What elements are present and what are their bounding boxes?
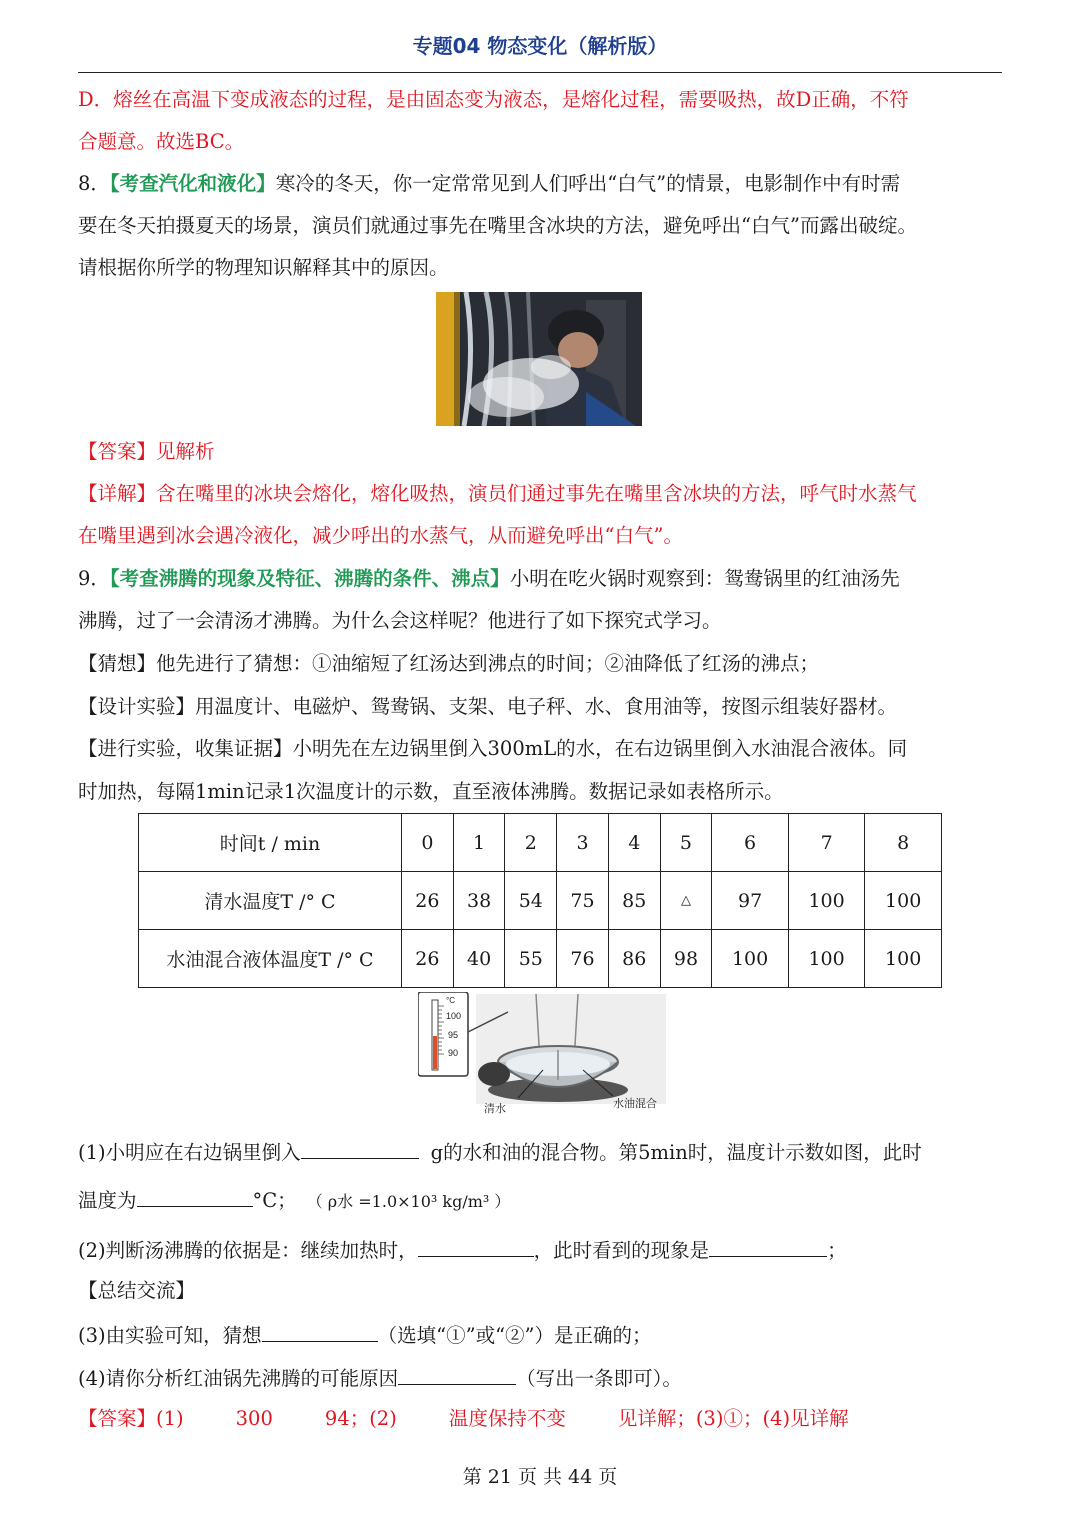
q9-summary-heading: 【总结交流】 xyxy=(78,1279,196,1302)
q8-detail-label: 【详解】 xyxy=(78,482,157,505)
temperature-data-table xyxy=(138,813,942,988)
table-cell: 100 xyxy=(788,930,865,988)
page-header-title: 专题04 物态变化（解析版） xyxy=(412,34,668,58)
q9-sub2-text-a: (2)判断汤沸腾的依据是：继续加热时， xyxy=(78,1239,418,1262)
q9-sub1-text-c: 温度为 xyxy=(78,1189,137,1212)
q9-sub3-text-b: （选填“①”或“②”）是正确的； xyxy=(377,1324,652,1347)
q8-line-2: 要在冬天拍摄夏天的场景，演员们就通过事先在嘴里含冰块的方法，避免呼出“白气”而露出破绽。 xyxy=(78,214,917,237)
actor-breath-photo xyxy=(436,292,642,426)
q9-topic-tag: 【考查沸腾的现象及特征、沸腾的条件、沸点】 xyxy=(109,567,510,590)
q8-line-1 xyxy=(78,172,1008,196)
thermometer-tick-90: 90 xyxy=(448,1048,459,1058)
q8-detail-line-2: 在嘴里遇到冰会遇冷液化，减少呼出的水蒸气，从而避免呼出“白气”。 xyxy=(78,524,683,547)
q8-detail-line-1 xyxy=(78,482,1008,506)
table-cell: 8 xyxy=(865,814,942,872)
answer-blank xyxy=(398,1364,516,1385)
q8-text-1: 寒冷的冬天，你一定常常见到人们呼出“白气”的情景，电影制作中有时需 xyxy=(275,172,901,195)
density-hint: （ ρ水 =1.0×10³ kg/m³ ） xyxy=(314,1192,511,1211)
table-row xyxy=(139,814,942,872)
table-cell: 86 xyxy=(608,930,660,988)
table-cell: 2 xyxy=(505,814,557,872)
answer-blank xyxy=(137,1186,253,1207)
figure-label-water: 清水 xyxy=(484,1103,506,1115)
q9-sub3-text-a: (3)由实验可知，猜想 xyxy=(78,1324,262,1347)
q9-sub1-line-2 xyxy=(78,1186,1008,1214)
table-cell: 85 xyxy=(608,872,660,930)
table-cell: 40 xyxy=(453,930,505,988)
q8-line-3: 请根据你所学的物理知识解释其中的原因。 xyxy=(78,256,449,279)
prev-answer-line-2: 合题意。故选BC。 xyxy=(78,130,245,153)
table-cell: 7 xyxy=(788,814,865,872)
table-cell: 55 xyxy=(505,930,557,988)
q9-answer-part: 温度保持不变 xyxy=(448,1407,566,1430)
table-cell: 98 xyxy=(660,930,712,988)
answer-blank xyxy=(262,1321,378,1342)
q9-answer-line xyxy=(78,1407,1008,1431)
page-footer: 第 21 页 共 44 页 xyxy=(462,1466,618,1488)
q9-sub1-text-b: g的水和油的混合物。第5min时，温度计示数如图，此时 xyxy=(430,1141,922,1164)
table-cell: 5 xyxy=(660,814,712,872)
table-cell: 4 xyxy=(608,814,660,872)
table-cell-missing: △ xyxy=(660,872,712,930)
table-cell: 100 xyxy=(865,930,942,988)
q9-answer-part: 见详解；(3)①；(4)见详解 xyxy=(617,1407,849,1430)
q9-answer-part: 94；(2) xyxy=(324,1407,397,1430)
q9-sub2-text-b: ，此时看到的现象是 xyxy=(533,1239,710,1262)
q9-guess: 【猜想】他先进行了猜想：①油缩短了红汤达到沸点的时间；②油降低了红汤的沸点； xyxy=(78,652,820,675)
answer-blank xyxy=(301,1138,419,1159)
header-rule xyxy=(78,72,1002,73)
q9-text-1: 小明在吃火锅时观察到：鸳鸯锅里的红油汤先 xyxy=(509,567,900,590)
thermometer-tick-100: 100 xyxy=(446,1011,462,1021)
thermometer-tick-95: 95 xyxy=(448,1030,459,1040)
q8-detail-text-1: 含在嘴里的冰块会熔化，熔化吸热，演员们通过事先在嘴里含冰块的方法，呼气时水蒸气 xyxy=(156,482,917,505)
table-cell: 0 xyxy=(402,814,454,872)
table-cell: 100 xyxy=(712,930,789,988)
q9-sub1-text-a: (1)小明应在右边锅里倒入 xyxy=(78,1141,301,1164)
answer-blank xyxy=(418,1236,534,1257)
q9-sub4-line xyxy=(78,1364,1008,1391)
q9-answer-part: (1) xyxy=(156,1407,184,1430)
table-cell: 76 xyxy=(557,930,609,988)
q9-sub2-line xyxy=(78,1236,1008,1263)
q9-line-2: 沸腾，过了一会清汤才沸腾。为什么会这样呢？他进行了如下探究式学习。 xyxy=(78,609,722,632)
prev-answer-line-1: D．熔丝在高温下变成液态的过程，是由固态变为液态，是熔化过程，需要吸热，故D正确，不符 xyxy=(78,88,909,111)
answer-blank xyxy=(709,1236,827,1257)
thermometer-unit: °C xyxy=(446,996,455,1005)
table-cell: 3 xyxy=(557,814,609,872)
q8-number: 8． xyxy=(78,172,110,195)
figure-label-mixture: 水油混合 xyxy=(613,1098,657,1110)
table-cell: 100 xyxy=(788,872,865,930)
q9-sub4-text-a: (4)请你分析红油锅先沸腾的可能原因 xyxy=(78,1367,399,1390)
table-cell: 1 xyxy=(453,814,505,872)
q8-topic-tag: 【考查汽化和液化】 xyxy=(109,172,276,195)
q9-sub1-text-d: °C； xyxy=(252,1189,297,1212)
experiment-figure xyxy=(418,992,668,1116)
table-cell: 6 xyxy=(712,814,789,872)
q9-number: 9． xyxy=(78,567,110,590)
table-row xyxy=(139,872,942,930)
table-cell: 26 xyxy=(402,930,454,988)
table-cell: 54 xyxy=(505,872,557,930)
table-cell: 100 xyxy=(865,872,942,930)
table-header-time: 时间t / min xyxy=(139,814,402,872)
q9-line-1 xyxy=(78,567,1008,591)
q9-experiment-line-1: 【进行实验，收集证据】小明先在左边锅里倒入300mL的水，在右边锅里倒入水油混合液体。同 xyxy=(78,737,908,760)
q9-sub4-text-b: （写出一条即可）。 xyxy=(516,1367,682,1390)
q9-experiment-line-2: 时加热，每隔1min记录1次温度计的示数，直至液体沸腾。数据记录如表格所示。 xyxy=(78,780,784,803)
q8-answer: 【答案】见解析 xyxy=(78,440,215,463)
q9-sub2-text-c: ； xyxy=(827,1239,847,1262)
q9-design: 【设计实验】用温度计、电磁炉、鸳鸯锅、支架、电子秤、水、食用油等，按图示组装好器材。 xyxy=(78,695,898,718)
q9-sub1-line-1 xyxy=(78,1138,1008,1165)
table-cell: 26 xyxy=(402,872,454,930)
table-row xyxy=(139,930,942,988)
row-label-water: 清水温度T /° C xyxy=(139,872,402,930)
table-cell: 75 xyxy=(557,872,609,930)
row-label-mixture: 水油混合液体温度T /° C xyxy=(139,930,402,988)
table-cell: 38 xyxy=(453,872,505,930)
q9-answer-label: 【答案】 xyxy=(78,1407,157,1430)
q9-answer-part: 300 xyxy=(235,1407,273,1430)
table-cell: 97 xyxy=(712,872,789,930)
q9-sub3-line xyxy=(78,1321,1008,1348)
